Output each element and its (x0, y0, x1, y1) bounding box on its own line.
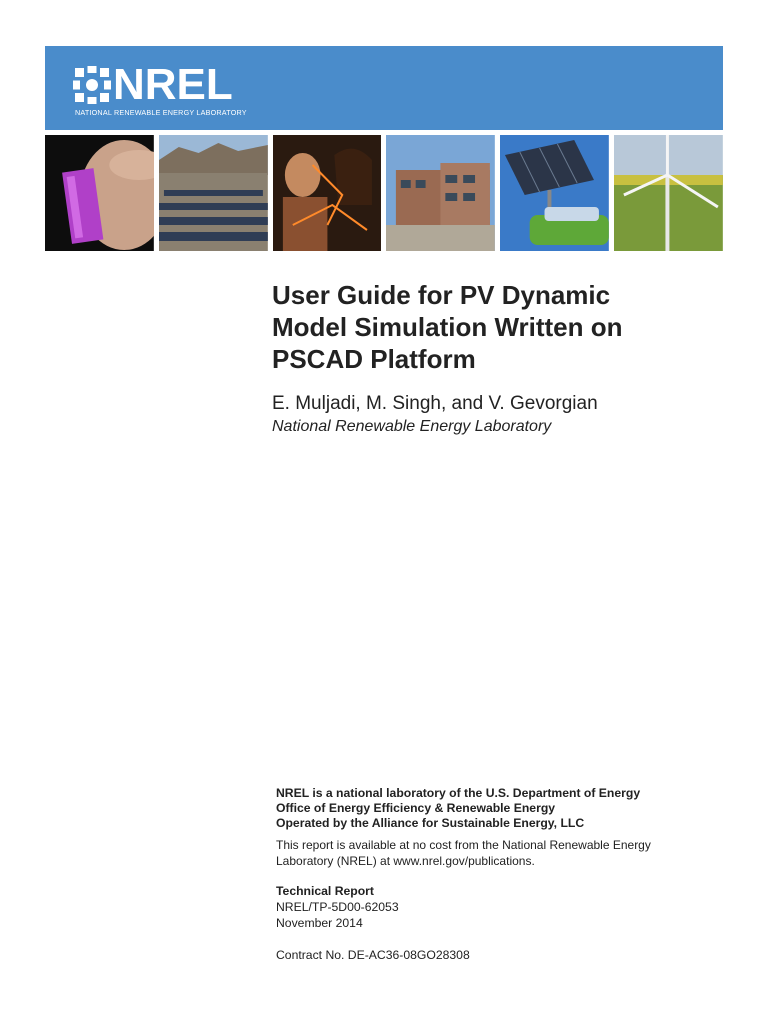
contract-number: Contract No. DE-AC36-08GO28308 (276, 948, 470, 962)
report-type: Technical Report (276, 884, 374, 898)
statement-line-2: Office of Energy Efficiency & Renewable Energy (276, 801, 556, 815)
logo-subtitle: NATIONAL RENEWABLE ENERGY LABORATORY (75, 108, 247, 117)
photo-pv-cell (45, 135, 154, 251)
nrel-sunburst-icon (73, 66, 111, 104)
logo-wordmark: NREL (113, 60, 233, 109)
photo-wind-turbine (614, 135, 723, 251)
photo-building (386, 135, 495, 251)
availability-line-1: This report is available at no cost from the National Renewable Energy (276, 838, 651, 852)
report-date: November 2014 (276, 916, 363, 930)
report-number: NREL/TP-5D00-62053 (276, 900, 399, 914)
header-banner (45, 46, 723, 130)
affiliation: National Renewable Energy Laboratory (272, 418, 552, 435)
photo-solar-array (159, 135, 268, 251)
page-title (272, 279, 712, 375)
availability-line-2: Laboratory (NREL) at www.nrel.gov/publications. (276, 853, 535, 868)
title-line-1: User Guide for PV Dynamic (272, 280, 611, 310)
nrel-logo (73, 60, 233, 109)
authors: E. Muljadi, M. Singh, and V. Gevorgian (272, 393, 598, 414)
photo-strip (45, 135, 723, 251)
statement-line-3: Operated by the Alliance for Sustainable Energy, LLC (276, 816, 585, 830)
photo-researchers (273, 135, 382, 251)
title-line-2: Model Simulation Written on (272, 312, 623, 342)
photo-tracker-vehicle (500, 135, 609, 251)
nrel-statement (276, 786, 716, 831)
statement-line-1: NREL is a national laboratory of the U.S. Department of Energy (276, 786, 641, 800)
availability-note (276, 838, 716, 869)
report-info (276, 883, 716, 931)
title-line-3: PSCAD Platform (272, 344, 476, 374)
